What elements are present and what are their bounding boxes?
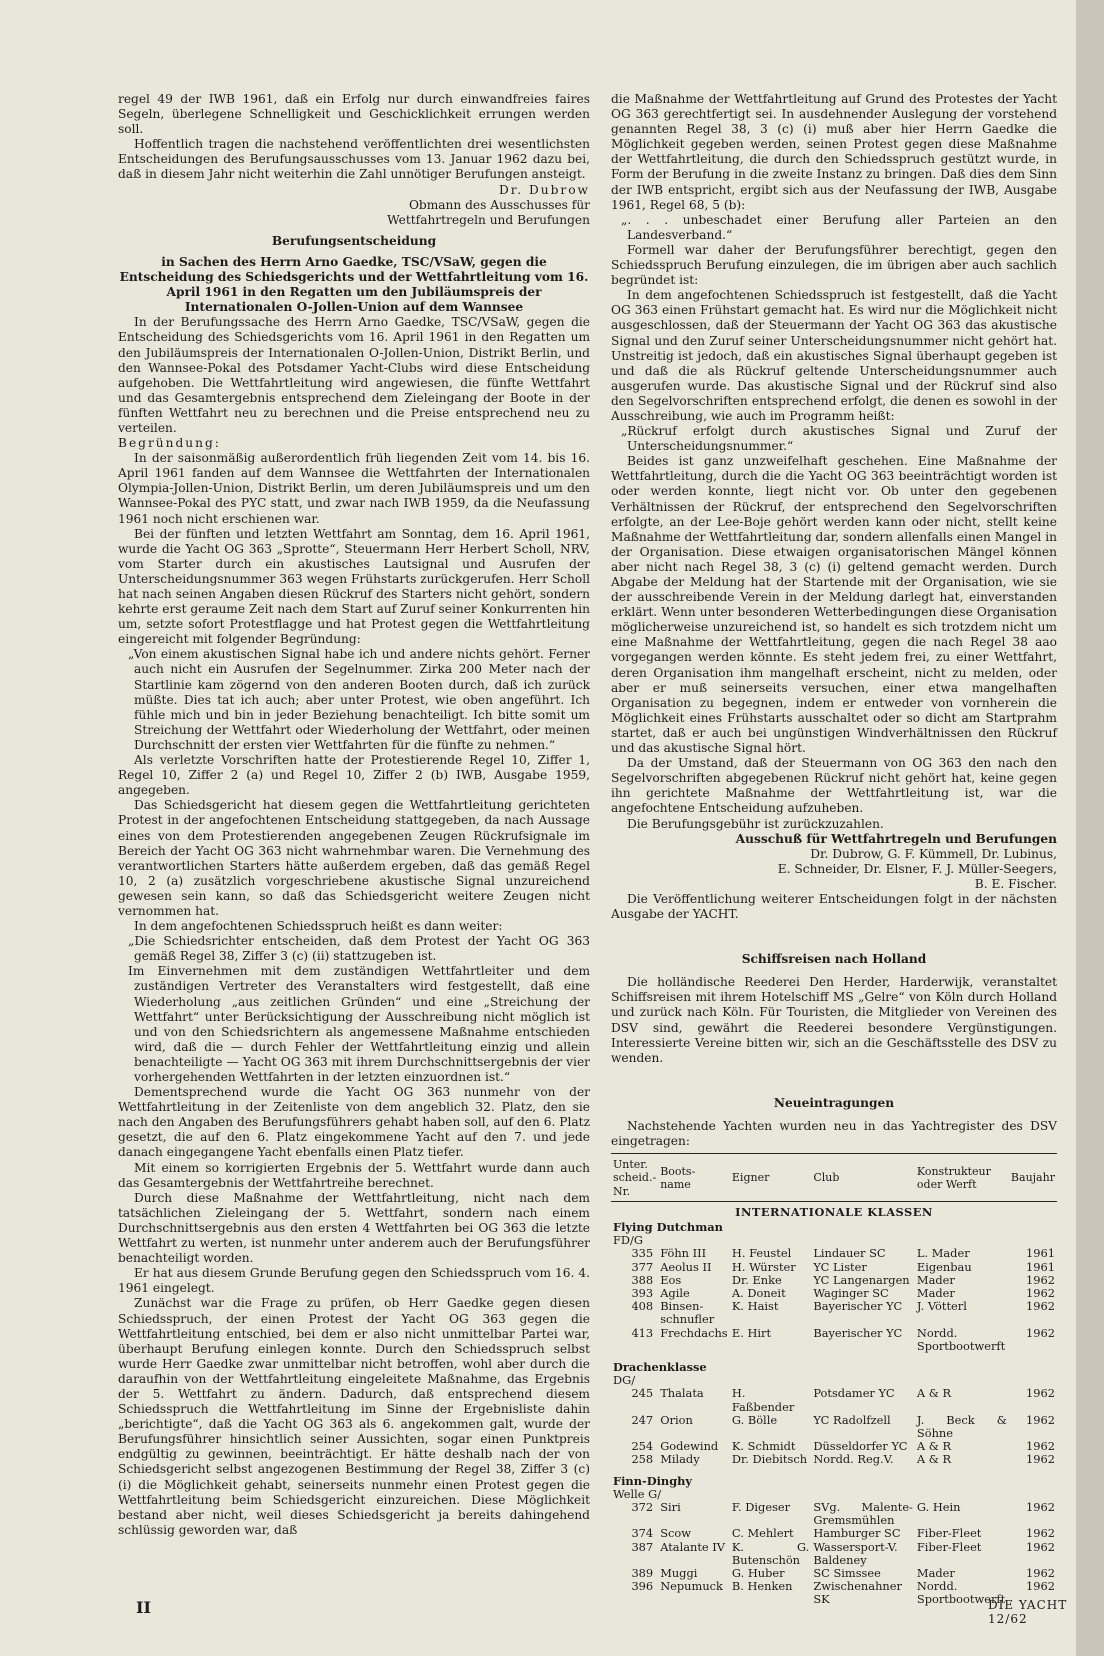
cell-owner: H. Feustel	[731, 1246, 792, 1261]
cell-name: Agile	[660, 1285, 690, 1300]
page-edge-shadow	[1076, 0, 1104, 1656]
cell-name: Aeolus II	[660, 1259, 712, 1274]
left-paragraph: regel 49 der IWB 1961, daß ein Erfolg nur durch einwandfreies faires Segeln, überlegene Schnelligkeit und Geschicklichkeit errungen werden soll.	[118, 92, 590, 137]
class-heading-row	[611, 1219, 1057, 1234]
cell-owner: H. Faßbender	[731, 1386, 795, 1414]
cell-name: Binsen-schnufler	[660, 1299, 715, 1327]
left-paragraph: Obmann des Ausschusses für	[408, 197, 590, 212]
cell-builder: A & R	[916, 1452, 952, 1467]
cell-builder: G. Hein	[916, 1499, 961, 1514]
table-row	[611, 1274, 1057, 1287]
table-row	[611, 1261, 1057, 1274]
left-paragraph: Berufungsentscheidung	[271, 233, 437, 248]
cell-builder: Mader	[916, 1285, 955, 1300]
cell-builder: Nordd. Sportbootwerft	[916, 1579, 1006, 1607]
left-paragraph: Er hat aus diesem Grunde Berufung gegen den Schiedsspruch vom 16. 4. 1961 eingelegt.	[118, 1266, 590, 1296]
cell-owner: K. G. Butenschön	[731, 1539, 810, 1567]
class-name: Finn-Dinghy	[613, 1473, 693, 1488]
cell-year: 1962	[1026, 1499, 1055, 1514]
cell-nr: 396	[631, 1579, 654, 1594]
table-row	[611, 1327, 1057, 1353]
cell-club: SVg. Malente-Gremsmühlen	[813, 1499, 913, 1528]
right-paragraph: B. E. Fischer.	[974, 876, 1057, 891]
cell-nr: 413	[631, 1325, 654, 1340]
cell-builder: Nordd. Sportbootwerft	[916, 1325, 1006, 1353]
cell-nr: 245	[631, 1386, 654, 1401]
cell-club: YC Langenargen	[813, 1272, 910, 1287]
cell-club: Hamburger SC	[813, 1526, 901, 1541]
cell-builder: Fiber-Fleet	[916, 1526, 982, 1541]
holland-title: Schiffsreisen nach Holland	[741, 952, 927, 967]
cell-year: 1962	[1026, 1565, 1055, 1580]
cell-builder: Fiber-Fleet	[916, 1539, 982, 1554]
cell-year: 1962	[1026, 1579, 1055, 1594]
cell-club: Bayerischer YC	[813, 1325, 903, 1340]
cell-owner: K. Schmidt	[731, 1439, 796, 1454]
left-paragraph: Wettfahrtregeln und Berufungen	[387, 212, 590, 227]
cell-name: Nepumuck	[660, 1579, 723, 1594]
cell-nr: 389	[631, 1565, 654, 1580]
cell-year: 1962	[1026, 1539, 1055, 1554]
cell-builder: Eigenbau	[916, 1259, 972, 1274]
cell-club: Zwischenahner SK	[813, 1579, 902, 1607]
cell-builder: J. Beck & Söhne	[916, 1412, 1007, 1440]
cell-club: Waginger SC	[813, 1285, 889, 1300]
cell-year: 1962	[1026, 1439, 1055, 1454]
cell-nr: 393	[631, 1285, 654, 1300]
cell-name: Scow	[660, 1526, 691, 1541]
left-paragraph: Zunächst war die Frage zu prüfen, ob Herr Gaedke gegen diesen Schiedsspruch, der einen Protest der Yacht OG 363 gegen die Wettfahrtleitung entschied, bei dem er also nicht unmittelbar Partei war, überhaupt Berufung einlegen konnte. Durch den Schiedsspruch selbst wurde Herr Gaedke zwar unmittelbar nicht betroffen, wohl aber durch die daraufhin von der Wettfahrtleitung eingeleitete Maßnahme, das Ergebnis der 5. Wettfahrt zu ändern. Dadurch, daß entsprechend diesem Schiedsspruch die Wettfahrtleitung im Sinne der Ergebnisliste dahin „berichtigte“, daß die Yacht OG 363 als 6. angekommen galt, wurde der Berufungsführer hinsichtlich seiner Aussichten, sogar einen Punktpreis endgültig zu gewinnen, beeinträchtigt. Er hätte deshalb nach der von Schiedsgericht selbst angezogenen Bestimmung der Regel 38, Ziffer 3 (c) (i) die Möglichkeit gehabt, seinerseits nunmehr einen Protest gegen die Wettfahrtleitung beim Schiedsgericht einzureichen. Diese Möglichkeit bestand aber nicht, weil dieses Schiedsgericht ja bereits dahingehend schlüssig geworden war, daß	[118, 1296, 590, 1537]
table-row	[611, 1501, 1057, 1527]
class-prefix-row	[611, 1488, 1057, 1501]
cell-nr: 387	[631, 1539, 654, 1554]
right-paragraph: Die Berufungsgebühr ist zurückzuzahlen.	[627, 816, 884, 831]
cell-club: Wassersport-V. Baldeney	[813, 1539, 898, 1567]
appeal-continuation	[611, 92, 1057, 922]
table-row	[611, 1387, 1057, 1413]
cell-club: YC Lister	[813, 1259, 867, 1274]
cell-builder: Mader	[916, 1272, 955, 1287]
left-paragraph: Dr. Dubrow	[498, 182, 590, 197]
table-row	[611, 1414, 1057, 1440]
right-paragraph: die Maßnahme der Wettfahrtleitung auf Grund des Protestes der Yacht OG 363 gerechtfertigt sei. In ausdehnender Auslegung der vorstehend genannten Regel 38, 3 (c) (i) muß aber hier Herrn Gaedke die Möglichkeit gegeben werden, seinen Protest gegen diese Maßnahme der Wettfahrtleitung, die durch den Schiedsspruch gestützt wurde, in Form der Berufung in die zweite Instanz zu bringen. Daß dies dem Sinn der IWB entspricht, ergibt sich aus der Neufassung der IWB, Ausgabe 1961, Regel 68, 5 (b):	[611, 92, 1057, 212]
right-paragraph: Die Veröffentlichung weiterer Entscheidungen folgt in der nächsten Ausgabe der YACHT.	[611, 891, 1057, 922]
cell-nr: 372	[631, 1499, 654, 1514]
right-paragraph: E. Schneider, Dr. Elsner, F. J. Müller-Seegers,	[777, 861, 1057, 876]
page-number: II	[136, 1598, 151, 1617]
cell-name: Föhn III	[660, 1246, 707, 1261]
cell-owner: A. Doneit	[731, 1285, 786, 1300]
right-paragraph: „. . . unbeschadet einer Berufung aller Parteien an den Landesverband.“	[621, 212, 1057, 242]
left-paragraph: Als verletzte Vorschriften hatte der Protestierende Regel 10, Ziffer 1, Regel 10, Ziffer 2 (a) und Regel 10, Ziffer 2 (b) IWB, Ausgabe 1959, angegeben.	[118, 753, 590, 798]
class-heading-row	[611, 1353, 1057, 1374]
cell-year: 1962	[1026, 1526, 1055, 1541]
cell-owner: F. Digeser	[731, 1499, 791, 1514]
cell-nr: 408	[631, 1299, 654, 1314]
left-column	[118, 92, 590, 1538]
cell-nr: 388	[631, 1272, 654, 1287]
registry-body	[611, 1201, 1057, 1606]
cell-owner: Dr. Enke	[731, 1272, 782, 1287]
holland-body: Die holländische Reederei Den Herder, Harderwijk, veranstaltet Schiffsreisen mit ihrem Hotelschiff MS „Gelre“ von Köln durch Holland und zurück nach Köln. Für Touristen, die Mitglieder von Vereinen des DSV sind, gewährt die Reederei besondere Vergünstigungen. Interessierte Vereine bitten wir, sich an die Geschäftsstelle des DSV zu wenden.	[611, 975, 1057, 1065]
left-paragraph: Hoffentlich tragen die nachstehend veröffentlichten drei wesentlichsten Entscheidungen des Berufungsausschusses vom 13. Januar 1962 dazu bei, daß in diesem Jahr nicht weiterhin die Zahl unnötiger Berufungen ansteigt.	[118, 137, 590, 182]
cell-club: Nordd. Reg.V.	[813, 1452, 894, 1467]
cell-builder: L. Mader	[916, 1246, 970, 1261]
left-paragraph: Bei der fünften und letzten Wettfahrt am Sonntag, dem 16. April 1961, wurde die Yacht OG 363 „Sprotte“, Steuermann Herr Herbert Scholl, NRV, vom Starter durch ein akustisches Lautsignal und Ausrufen der Unterscheidungsnummer 363 wegen Frühstarts zurückgerufen. Herr Scholl hat nach seinen Angaben diesen Rückruf des Starters nicht gehört, sondern kehrte erst geraume Zeit nach dem Start auf Zuruf seiner Konkurrenten hin um, setzte sofort Protestflagge und hat Protest gegen die Wettfahrtleitung eingereicht mit folgender Begründung:	[118, 526, 590, 647]
cell-name: Siri	[660, 1499, 681, 1514]
cell-name: Milady	[660, 1452, 700, 1467]
class-heading-row	[611, 1467, 1057, 1488]
cell-club: Bayerischer YC	[813, 1299, 903, 1314]
table-row	[611, 1247, 1057, 1260]
cell-name: Eos	[660, 1272, 682, 1287]
table-row	[611, 1453, 1057, 1466]
cell-nr: 335	[631, 1246, 654, 1261]
cell-nr: 377	[631, 1259, 654, 1274]
cell-name: Thalata	[660, 1386, 704, 1401]
cell-nr: 247	[631, 1412, 654, 1427]
cell-owner: K. Haist	[731, 1299, 779, 1314]
cell-owner: H. Würster	[731, 1259, 796, 1274]
cell-club: SC Simssee	[813, 1565, 881, 1580]
cell-year: 1962	[1026, 1412, 1055, 1427]
left-paragraph: Im Einvernehmen mit dem zuständigen Wettfahrtleiter und dem zuständigen Vertreter des Veranstalters wird festgestellt, daß eine Wiederholung „aus zeitlichen Gründen“ und eine „Streichung der Wettfahrt“ unter Berücksichtigung der Ausschreibung nicht möglich ist und von den Schiedsrichtern als angemessene Maßnahme entschieden wird, daß die — durch Fehler der Wettfahrtleitung einzig und allein benachteiligte — Yacht OG 363 mit ihrem Durchschnittsergebnis der vier vorhergehenden Wettfahrten in der letzten einzuordnen ist.“	[128, 964, 590, 1084]
cell-name: Godewind	[660, 1439, 719, 1454]
cell-club: Lindauer SC	[813, 1246, 886, 1261]
cell-year: 1962	[1026, 1452, 1055, 1467]
intl-classes-heading: INTERNATIONALE KLASSEN	[735, 1204, 933, 1219]
left-paragraph: in Sachen des Herrn Arno Gaedke, TSC/VSaW, gegen die Entscheidung des Schiedsgerichts und der Wettfahrtleitung vom 16. April 1961 in den Regatten um den Jubiläumspreis der Internationalen O-Jollen-Union auf dem Wannsee	[119, 254, 589, 315]
cell-nr: 254	[631, 1439, 654, 1454]
header-club: Club	[811, 1154, 915, 1202]
class-name: Flying Dutchman	[613, 1219, 723, 1234]
left-paragraph: In der Berufungssache des Herrn Arno Gaedke, TSC/VSaW, gegen die Entscheidung des Schiedsgerichts vom 16. April 1961 in den Regatten um den Jubiläumspreis der Internationalen O-Jollen-Union, Distrikt Berlin, und den Wannsee-Pokal des Potsdamer Yacht-Clubs wird diese Entscheidung aufgehoben. Die Wettfahrtleitung wird angewiesen, die fünfte Wettfahrt und das Gesamtergebnis entsprechend dem Zieleingang der Boote in der fünften Wettfahrt neu zu berechnen und die Preise entsprechend neu zu verteilen.	[118, 315, 590, 435]
cell-year: 1962	[1026, 1299, 1055, 1314]
yacht-registry-table	[611, 1153, 1057, 1607]
right-paragraph: „Rückruf erfolgt durch akustisches Signal und Zuruf der Unterscheidungsnummer.“	[621, 424, 1057, 454]
cell-owner: G. Bölle	[731, 1412, 778, 1427]
cell-builder: Mader	[916, 1565, 955, 1580]
cell-builder: A & R	[916, 1439, 952, 1454]
left-paragraph: In dem angefochtenen Schiedsspruch heißt es dann weiter:	[134, 919, 503, 934]
right-paragraph: Da der Umstand, daß der Steuermann von OG 363 den nach den Segelvorschriften abgegebenen Rückruf nicht gehört hat, keine gegen ihn gerichtete Maßnahme der Wettfahrtleitung ist, war die angefochtene Entscheidung aufzuheben.	[611, 756, 1057, 816]
cell-year: 1962	[1026, 1285, 1055, 1300]
cell-year: 1961	[1026, 1259, 1055, 1274]
right-paragraph: Ausschuß für Wettfahrtregeln und Berufungen	[735, 831, 1057, 846]
left-paragraph: Das Schiedsgericht hat diesem gegen die Wettfahrtleitung gerichteten Protest in der angefochtenen Entscheidung stattgegeben, da nach Aussage eines von dem Protestierenden angegebenen Zeugen Rückrufsignale im Bereich der Yacht OG 363 nicht wahrnehmbar waren. Die Vernehmung des verantwortlichen Starters hätte außerdem ergeben, daß das gemäß Regel 10, 2 (a) zusätzlich vorgeschriebene akustische Signal unzureichend gewesen sein kann, so daß das Schiedsgericht weitere Zeugen nicht vernommen hat.	[118, 798, 590, 918]
cell-nr: 258	[631, 1452, 654, 1467]
cell-owner: E. Hirt	[731, 1325, 772, 1340]
cell-year: 1962	[1026, 1386, 1055, 1401]
right-paragraph: Dr. Dubrow, G. F. Kümmell, Dr. Lubinus,	[810, 846, 1057, 861]
right-paragraph: Formell war daher der Berufungsführer berechtigt, gegen den Schiedsspruch Berufung einzulegen, die im übrigen aber auch sachlich begründet ist:	[611, 242, 1057, 288]
class-name: Drachenklasse	[613, 1359, 707, 1374]
cell-club: YC Radolfzell	[813, 1412, 891, 1427]
cell-name: Frechdachs	[660, 1325, 728, 1340]
cell-year: 1961	[1026, 1246, 1055, 1261]
cell-nr: 374	[631, 1526, 654, 1541]
cell-builder: J. Vötterl	[916, 1299, 967, 1314]
cell-name: Atalante IV	[660, 1539, 726, 1554]
cell-owner: Dr. Diebitsch	[731, 1452, 808, 1467]
right-column	[611, 92, 1057, 1607]
left-paragraph: Dementsprechend wurde die Yacht OG 363 nunmehr von der Wettfahrtleitung in der Zeitenliste von dem angeblich 32. Platz, den sie nach den Angaben des Berufungsführers gehabt haben soll, auf den 6. Platz gesetzt, die auf den 6. Platz eingekommene Yacht auf den 7. und jede danach eingegangene Yacht ebenfalls einen Platz tiefer.	[118, 1085, 590, 1160]
header-name: Boots- name	[658, 1154, 730, 1202]
header-nr: Unter. scheid.- Nr.	[611, 1154, 658, 1202]
cell-year: 1962	[1026, 1272, 1055, 1287]
header-builder: Konstrukteur oder Werft	[915, 1154, 1009, 1202]
right-paragraph: In dem angefochtenen Schiedsspruch ist festgestellt, daß die Yacht OG 363 einen Frühstart gemacht hat. Es wird nur die Möglichkeit nicht ausgeschlossen, daß der Steuermann der Yacht OG 363 das akustische Signal und den Zuruf seiner Unterscheidungsnummer nicht gehört hat. Unstreitig ist jedoch, daß ein akustisches Signal überhaupt gegeben ist und daß die als Rückruf geltende Unterscheidungsnummer auch ausgerufen wurde. Das akustische Signal und der Rückruf sind also den Segelvorschriften entsprechend erfolgt, die denen es sowohl in der Ausschreibung, wie auch im Programm heißt:	[611, 288, 1057, 423]
cell-owner: B. Henken	[731, 1579, 793, 1594]
cell-club: Düsseldorfer YC	[813, 1439, 908, 1454]
cell-name: Muggi	[660, 1565, 698, 1580]
table-row	[611, 1300, 1057, 1326]
registry-title: Neueintragungen	[773, 1095, 895, 1110]
cell-club: Potsdamer YC	[813, 1386, 895, 1401]
left-paragraph: Begründung:	[118, 436, 221, 451]
issue-label: DIE YACHT 12/62	[988, 1598, 1068, 1626]
left-paragraph: „Die Schiedsrichter entscheiden, daß dem Protest der Yacht OG 363 gemäß Regel 38, Ziffer 3 (c) (ii) stattzugeben ist.	[128, 934, 590, 964]
class-prefix: DG/	[613, 1373, 636, 1388]
class-prefix: Welle G/	[613, 1486, 662, 1501]
left-paragraph: „Von einem akustischen Signal habe ich und andere nichts gehört. Ferner auch nicht ein Ausrufen der Segelnummer. Zirka 200 Meter nach der Startlinie kam zögernd von den anderen Booten durch, daß ich zurück müßte. Dies tat ich auch; aber unter Protest, wie oben angeführt. Ich fühle mich und bin in jeder Beziehung benachteiligt. Ich bitte somit um Streichung der Wettfahrt oder Wiederholung der Wettfahrt, oder meinen Durchschnitt der ersten vier Wettfahrten für die fünfte zu nehmen.“	[128, 647, 590, 752]
left-paragraph: Durch diese Maßnahme der Wettfahrtleitung, nicht nach dem tatsächlichen Zieleingang der 5. Wettfahrt, sondern nach einem Durchschnittsergebnis aus den ersten 4 Wettfahrten bei OG 363 die letzte Wettfahrt zu werten, ist nunmehr unter anderem auch der Berufungsführer benachteiligt worden.	[118, 1190, 590, 1266]
cell-builder: A & R	[916, 1386, 952, 1401]
registry-intro: Nachstehende Yachten wurden neu in das Yachtregister des DSV eingetragen:	[611, 1118, 1057, 1148]
table-row	[611, 1527, 1057, 1540]
registry-header-row	[611, 1154, 1057, 1202]
header-owner: Eigner	[730, 1154, 811, 1202]
cell-owner: G. Huber	[731, 1565, 785, 1580]
left-paragraph: Mit einem so korrigierten Ergebnis der 5. Wettfahrt wurde dann auch das Gesamtergebnis der Wettfahrtreihe berechnet.	[118, 1160, 590, 1190]
header-year: Baujahr	[1009, 1154, 1057, 1202]
cell-year: 1962	[1026, 1325, 1055, 1340]
class-prefix: FD/G	[613, 1233, 643, 1248]
cell-owner: C. Mehlert	[731, 1526, 794, 1541]
left-paragraph: In der saisonmäßig außerordentlich früh liegenden Zeit vom 14. bis 16. April 1961 fanden auf dem Wannsee die Wettfahrten der Internationalen Olympia-Jollen-Union, Distrikt Berlin, um deren Jubiläumspreis und um den Wannsee-Pokal des PYC statt, und zwar nach IWB 1959, da die Neufassung 1961 noch nicht erschienen war.	[118, 451, 590, 526]
right-paragraph: Beides ist ganz unzweifelhaft geschehen. Eine Maßnahme der Wettfahrtleitung, durch die die Yacht OG 363 beeinträchtigt worden ist oder werden konnte, liegt nicht vor. Ob unter den gegebenen Verhältnissen der Rückruf, der entsprechend den Segelvorschriften erfolgte, an der Lee-Boje gehört werden kann oder nicht, stellt keine Maßnahme der Wettfahrtleitung dar, sondern allenfalls einen Mangel in der Organisation. Diese etwaigen organisatorischen Mängel können aber nicht nach Regel 38, 3 (c) (i) geltend gemacht werden. Durch Abgabe der Meldung hat der Startende mit der Organisation, wie sie der ausschreibende Verein in der Meldung darlegt hat, einverstanden erklärt. Wenn unter besonderen Wetterbedingungen diese Organisation möglicherweise unzureichend ist, so handelt es sich trotzdem nicht um eine Maßnahme der Wettfahrtleitung, gegen die nach Regel 38 aao vorgegangen werden könnte. Es steht jedem frei, zu einer Wettfahrt, deren Organisation ihm mangelhaft erscheint, nicht zu melden, oder aber er muß seinerseits versuchen, einer etwa mangelhaften Organisation zu begegnen, indem er entweder von vornherein die Möglichkeit eines Frühstarts ausschaltet oder so dicht am Startprahm startet, daß er auch bei ungünstigen Windverhältnissen den Rückruf und das akustische Signal hört.	[611, 454, 1057, 756]
cell-name: Orion	[660, 1412, 693, 1427]
table-row	[611, 1541, 1057, 1567]
